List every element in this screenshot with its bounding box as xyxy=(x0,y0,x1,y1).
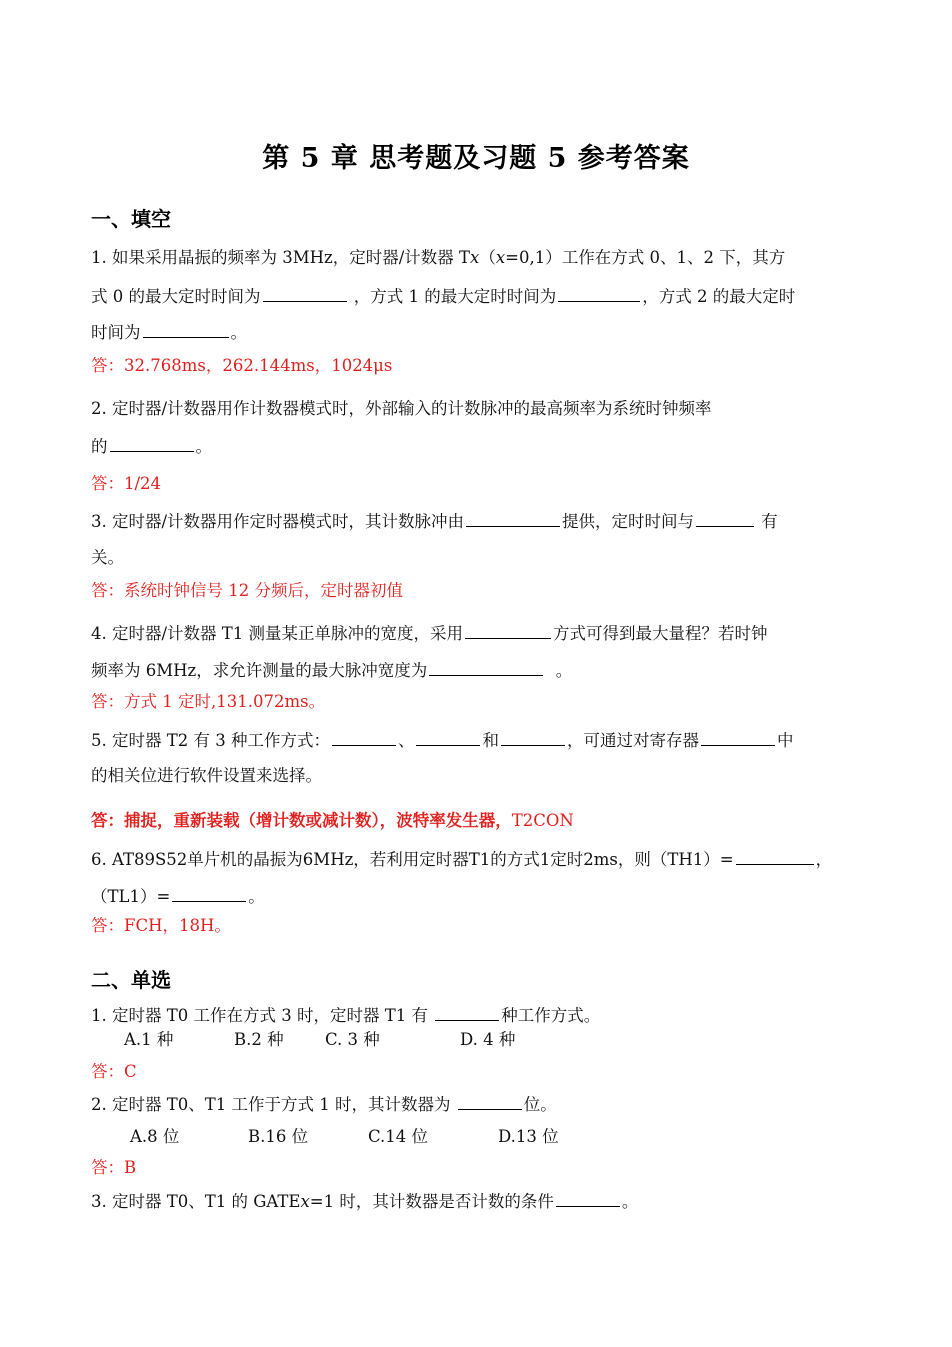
answer-blank xyxy=(416,729,480,746)
answer-blank xyxy=(143,321,229,338)
q4-line-1: 4. 定时器/计数器 T1 测量某正单脉冲的宽度，采用 方式可得到最大量程？若时钟 xyxy=(91,624,768,643)
s1-options xyxy=(124,1029,544,1051)
s2-option-d: D.13 位 xyxy=(498,1127,559,1146)
q6-line-2: （TL1）= 。 xyxy=(91,887,265,906)
q3-answer: 答：系统时钟信号 12 分频后，定时器初值 xyxy=(91,581,403,600)
s1-option-c: C. 3 种 xyxy=(325,1030,380,1049)
answer-blank xyxy=(558,285,640,302)
answer-blank xyxy=(429,659,543,676)
answer-blank xyxy=(466,510,560,527)
q6-line-1: 6. AT89S52单片机的晶振为6MHz，若利用定时器T1的方式1定时2ms，则（TH1）= ， xyxy=(91,850,833,869)
s2-option-c: C.14 位 xyxy=(368,1127,429,1146)
q3-line-2: 关。 xyxy=(91,548,124,567)
s1-stem: 1. 定时器 T0 工作在方式 3 时，定时器 T1 有 种工作方式。 xyxy=(91,1006,601,1025)
s1-answer: 答：C xyxy=(91,1062,137,1081)
answer-blank xyxy=(556,1190,620,1207)
q4-answer: 答：方式 1 定时,131.072ms。 xyxy=(91,692,326,711)
q2-line-2: 的 。 xyxy=(91,437,212,456)
page-title: 第 5 章 思考题及习题 5 参考答案 xyxy=(262,143,690,174)
answer-blank xyxy=(465,622,551,639)
s3-stem: 3. 定时器 T0、T1 的 GATEx=1 时，其计数器是否计数的条件 。 xyxy=(91,1192,639,1211)
q4-line-2: 频率为 6MHz，求允许测量的最大脉冲宽度为 。 xyxy=(91,661,573,680)
s1-option-b: B.2 种 xyxy=(234,1030,284,1049)
s2-option-a: A.8 位 xyxy=(130,1127,180,1146)
s1-option-a: A.1 种 xyxy=(124,1030,174,1049)
s2-answer: 答：B xyxy=(91,1158,137,1177)
answer-blank xyxy=(172,885,246,902)
q1-line-3: 时间为 。 xyxy=(91,323,247,342)
answer-blank xyxy=(736,848,814,865)
q1-line-2: 式 0 的最大定时时间为 ，方式 1 的最大定时时间为 ，方式 2 的最大定时 xyxy=(91,287,796,306)
q1-answer: 答：32.768ms，262.144ms，1024μs xyxy=(91,356,393,375)
q6-answer: 答：FCH，18H。 xyxy=(91,916,231,935)
q2-line-1: 2. 定时器/计数器用作计数器模式时，外部输入的计数脉冲的最高频率为系统时钟频率 xyxy=(91,399,712,418)
s2-option-b: B.16 位 xyxy=(248,1127,309,1146)
q1-line-1: 1. 如果采用晶振的频率为 3MHz，定时器/计数器 Tx（x=0,1）工作在方式 0、1、2 下，其方 xyxy=(91,248,786,267)
answer-blank xyxy=(501,729,565,746)
answer-blank xyxy=(435,1004,499,1021)
q5-answer: 答：捕捉，重新装载（增计数或减计数），波特率发生器，T2CON xyxy=(91,811,574,830)
s2-stem: 2. 定时器 T0、T1 工作于方式 1 时，其计数器为 位。 xyxy=(91,1095,557,1114)
answer-blank xyxy=(696,510,754,527)
q5-line-1: 5. 定时器 T2 有 3 种工作方式： 、 和 ，可通过对寄存器 中 xyxy=(91,731,794,750)
q3-line-1: 3. 定时器/计数器用作定时器模式时，其计数脉冲由 提供，定时时间与 有 xyxy=(91,512,778,531)
s2-options xyxy=(130,1126,570,1148)
section-heading-fill: 一、填空 xyxy=(91,207,171,231)
section-heading-single: 二、单选 xyxy=(91,968,171,992)
s1-option-d: D. 4 种 xyxy=(460,1030,516,1049)
answer-blank xyxy=(332,729,396,746)
q5-line-2: 的相关位进行软件设置来选择。 xyxy=(91,766,322,785)
answer-blank xyxy=(701,729,775,746)
answer-blank xyxy=(110,435,194,452)
q2-answer: 答：1/24 xyxy=(91,474,162,493)
answer-blank xyxy=(263,285,347,302)
answer-blank xyxy=(458,1093,522,1110)
